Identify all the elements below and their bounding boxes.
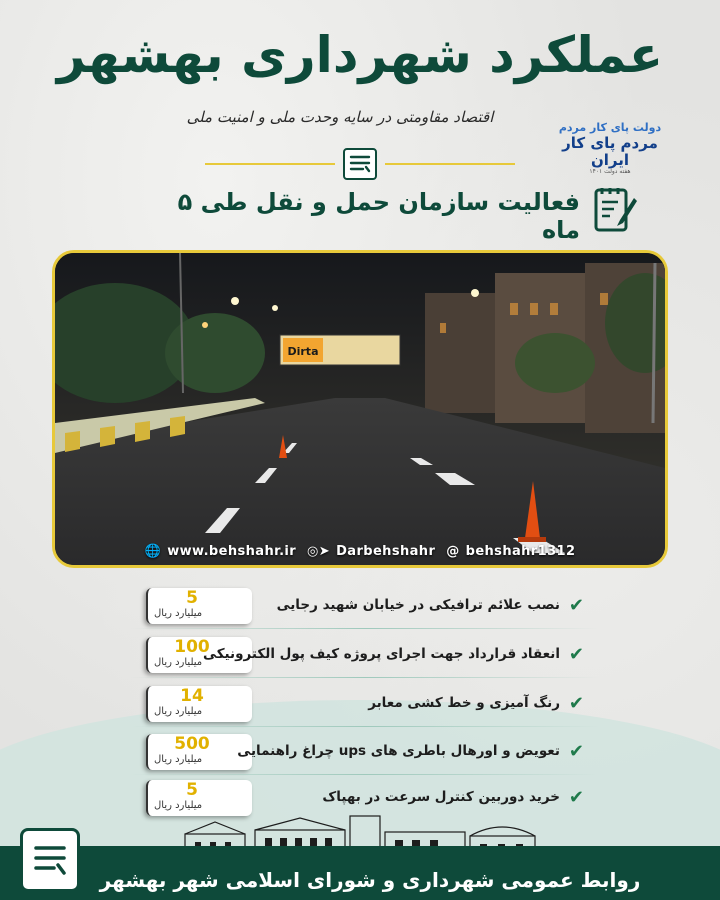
- slogan-line-3: هفته دولت ۱۴۰۱: [589, 168, 631, 176]
- globe-icon: 🌐: [144, 544, 162, 559]
- item-divider: [130, 774, 600, 775]
- item-text: نصب علائم ترافیکی در خیابان شهید رجایی: [276, 597, 560, 613]
- handle-link[interactable]: behshahr1312: [465, 544, 576, 559]
- item-divider: [130, 628, 600, 629]
- divider-line-left: [205, 163, 335, 165]
- street-photo: [52, 250, 668, 568]
- item-text: تعویض و اورهال باطری های ups چراغ راهنمایی: [237, 743, 560, 759]
- check-icon: ✔: [568, 693, 584, 714]
- municipality-logo-icon: [343, 148, 377, 180]
- page-subtitle: اقتصاد مقاومتی در سایه وحدت ملی و امنیت ملی: [186, 108, 494, 126]
- slogan-line-2: مردم پای کار ایران: [562, 133, 658, 169]
- amount-unit: میلیارد ریال: [154, 608, 203, 619]
- item-text: خرید دوربین کنترل سرعت در بهپاک: [322, 789, 560, 805]
- amount-value: 14: [180, 686, 204, 706]
- instagram-telegram-icon: ◎➤: [307, 544, 331, 559]
- municipality-footer-logo-icon: [20, 828, 80, 892]
- amount-value: 5: [186, 588, 198, 608]
- list-item: [0, 734, 720, 774]
- item-divider: [130, 677, 600, 678]
- check-icon: ✔: [568, 644, 584, 665]
- instagram-link[interactable]: Darbehshahr: [336, 544, 436, 559]
- billboard-text: Dirta: [287, 345, 319, 358]
- amount-value: 5: [186, 780, 198, 800]
- government-week-slogan: [550, 122, 670, 176]
- notepad-pen-icon: [592, 184, 640, 234]
- check-icon: ✔: [568, 741, 584, 762]
- item-text: انعقاد قرارداد جهت اجرای پروژه کیف پول الکترونیکی: [203, 646, 560, 662]
- check-icon: ✔: [568, 595, 584, 616]
- amount-unit: میلیارد ریال: [154, 657, 203, 668]
- page-title: عملکرد شهرداری بهشهر: [56, 26, 664, 84]
- amount-value: 100: [174, 637, 210, 657]
- amount-value: 500: [174, 734, 210, 754]
- list-item: [0, 588, 720, 628]
- slogan-line-1: دولت پای کار مردم: [558, 121, 662, 134]
- website-link[interactable]: www.behshahr.ir: [167, 544, 297, 559]
- item-divider: [130, 726, 600, 727]
- at-icon: @: [446, 544, 460, 559]
- section-title: فعالیت سازمان حمل و نقل طی ۵ ماه: [177, 188, 580, 244]
- list-item: [0, 637, 720, 677]
- list-item: [0, 686, 720, 726]
- footer-text: روابط عمومی شهرداری و شورای اسلامی شهر بهشهر: [99, 868, 641, 892]
- item-text: رنگ آمیزی و خط کشی معابر: [368, 695, 560, 711]
- amount-unit: میلیارد ریال: [154, 754, 203, 765]
- night-street-illustration: [55, 253, 665, 565]
- divider-line-right: [385, 163, 515, 165]
- amount-unit: میلیارد ریال: [154, 800, 203, 811]
- social-links-bar: [55, 544, 665, 559]
- amount-unit: میلیارد ریال: [154, 706, 203, 717]
- check-icon: ✔: [568, 787, 584, 808]
